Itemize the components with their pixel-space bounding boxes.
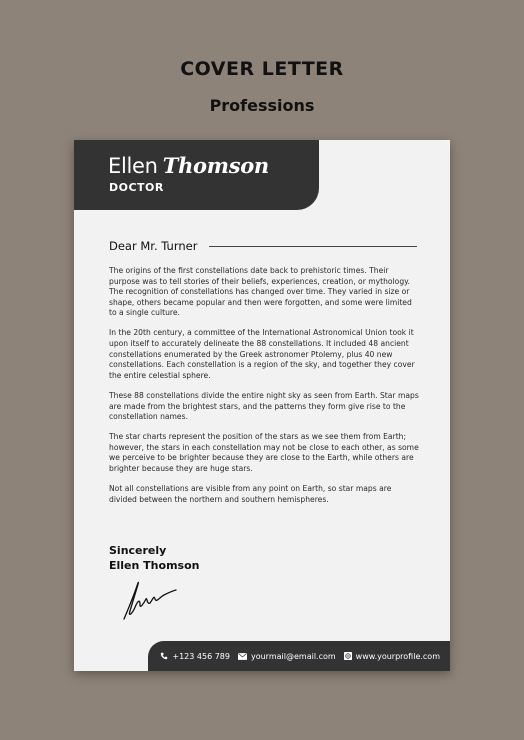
salutation-row	[109, 238, 417, 254]
job-title: DOCTOR	[109, 181, 164, 194]
first-name: Ellen	[108, 154, 158, 178]
last-name: Thomson	[162, 153, 269, 178]
contact-phone[interactable]	[160, 652, 230, 661]
contact-email[interactable]	[238, 652, 336, 661]
paragraph: Not all constellations are visible from any point on Earth, so star maps are divided between the northern and southern hemispheres.	[109, 484, 392, 504]
email-address: yourmail@email.com	[250, 651, 336, 661]
signer-name: Ellen Thomson	[109, 559, 200, 572]
page-subheading: Professions	[209, 96, 315, 115]
phone-number: +123 456 789	[172, 651, 230, 661]
applicant-name	[108, 153, 269, 178]
contact-website[interactable]	[344, 652, 440, 661]
divider	[209, 246, 417, 247]
closing-block	[109, 543, 199, 573]
paragraph: These 88 constellations divide the entire night sky as seen from Earth. Star maps are made from the brightest stars, and the patterns they form give rise to the constellation names.	[109, 390, 419, 422]
letter-body	[109, 266, 419, 515]
paragraph: In the 20th century, a committee of the International Astronomical Union took it upon itself to accurately delineate the 88 constellations. It included 48 ancient constellations enumerated by the Greek astronomer Ptolemy, plus 40 new constellations. Each constellation is a region of the sky, and together they cover the entire celestial sphere.	[109, 328, 415, 380]
globe-icon	[344, 652, 352, 660]
page-heading: COVER LETTER	[180, 58, 344, 80]
closing: Sincerely	[109, 544, 167, 557]
paragraph: The star charts represent the position of the stars as we see them from Earth; however, the stars in each constellation may not be close to each other, as some we perceive to be brighter because they are close to the Earth, while others are brighter because they are huge stars.	[109, 432, 419, 473]
envelope-icon	[238, 653, 247, 660]
header-band	[74, 140, 319, 210]
letter-sheet	[74, 140, 450, 671]
signature	[120, 575, 180, 625]
paragraph: The origins of the first constellations date back to prehistoric times. Their purpose was to tell stories of their beliefs, experiences, creation, or mythology. The recognition of constellations has changed over time. They varied in size or shape, others became popular and then were forgotten, and some were limited to a single culture.	[109, 266, 412, 318]
phone-icon	[160, 652, 168, 660]
website-url: www.yourprofile.com	[355, 651, 440, 661]
salutation: Dear Mr. Turner	[109, 239, 198, 253]
contact-footer	[148, 641, 450, 671]
